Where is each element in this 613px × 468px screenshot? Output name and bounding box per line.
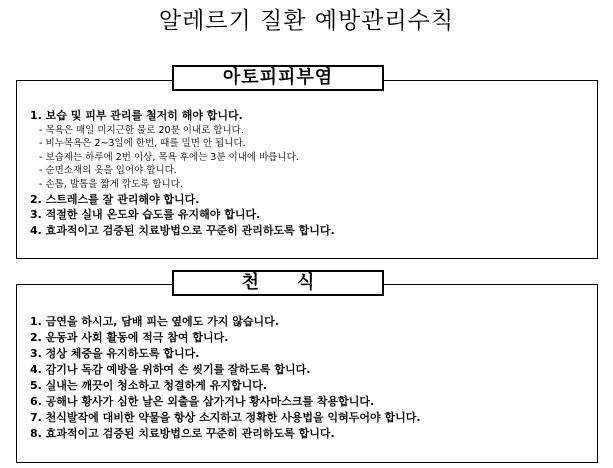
page-title: 알레르기 질환 예방관리수칙 [158,8,455,34]
list-item: 7. 천식발작에 대비한 약물을 항상 소지하고 정확한 사용법을 익혀두어야 합니다. [30,411,421,424]
list-sub-item: - 순면소재의 옷을 입어야 합니다. [39,165,177,177]
atopic-section-label: 아토피피부염 [172,65,384,91]
list-item: 1. 보습 및 피부 관리를 철저히 해야 합니다. [30,109,243,122]
list-item: 1. 금연을 하시고, 담배 피는 옆에도 가지 않습니다. [30,315,279,328]
list-sub-item: - 보습제는 하루에 2번 이상, 목욕 후에는 3분 이내에 바릅니다. [39,151,299,163]
list-item: 4. 효과적이고 검증된 치료방법으로 꾸준히 관리하도록 합니다. [30,223,335,237]
list-item: 2. 스트레스를 잘 관리해야 합니다. [30,192,200,206]
list-sub-item: - 목욕은 매일 미지근한 물로 20분 이내로 합니다. [39,124,244,136]
asthma-section-label: 천식 [172,270,384,296]
asthma-guideline-list [30,314,421,442]
list-item: 4. 감기나 독감 예방을 위하여 손 씻기를 잘하도록 합니다. [30,363,311,376]
list-item: 3. 정상 체중을 유지하도록 합니다. [30,347,200,360]
atopic-guideline-list [30,108,335,238]
list-item: 3. 적절한 실내 온도와 습도를 유지해야 합니다. [30,208,261,222]
list-item: 5. 실내는 깨끗이 청소하고 청결하게 유지합니다. [30,379,268,392]
list-item: 6. 공해나 황사가 심한 날은 외출을 삼가거나 황사마스크를 착용합니다. [30,395,375,408]
list-item: 8. 효과적이고 검증된 치료방법으로 꾸준히 관리하도록 합니다. [30,427,335,440]
list-sub-item: - 비누목욕은 2~3일에 한번, 때를 밀면 안 됩니다. [39,138,246,150]
list-item: 2. 운동과 사회 활동에 적극 참여 합니다. [30,331,229,344]
list-sub-item: - 손톱, 발톱을 짧게 깎도록 합니다. [39,178,183,190]
